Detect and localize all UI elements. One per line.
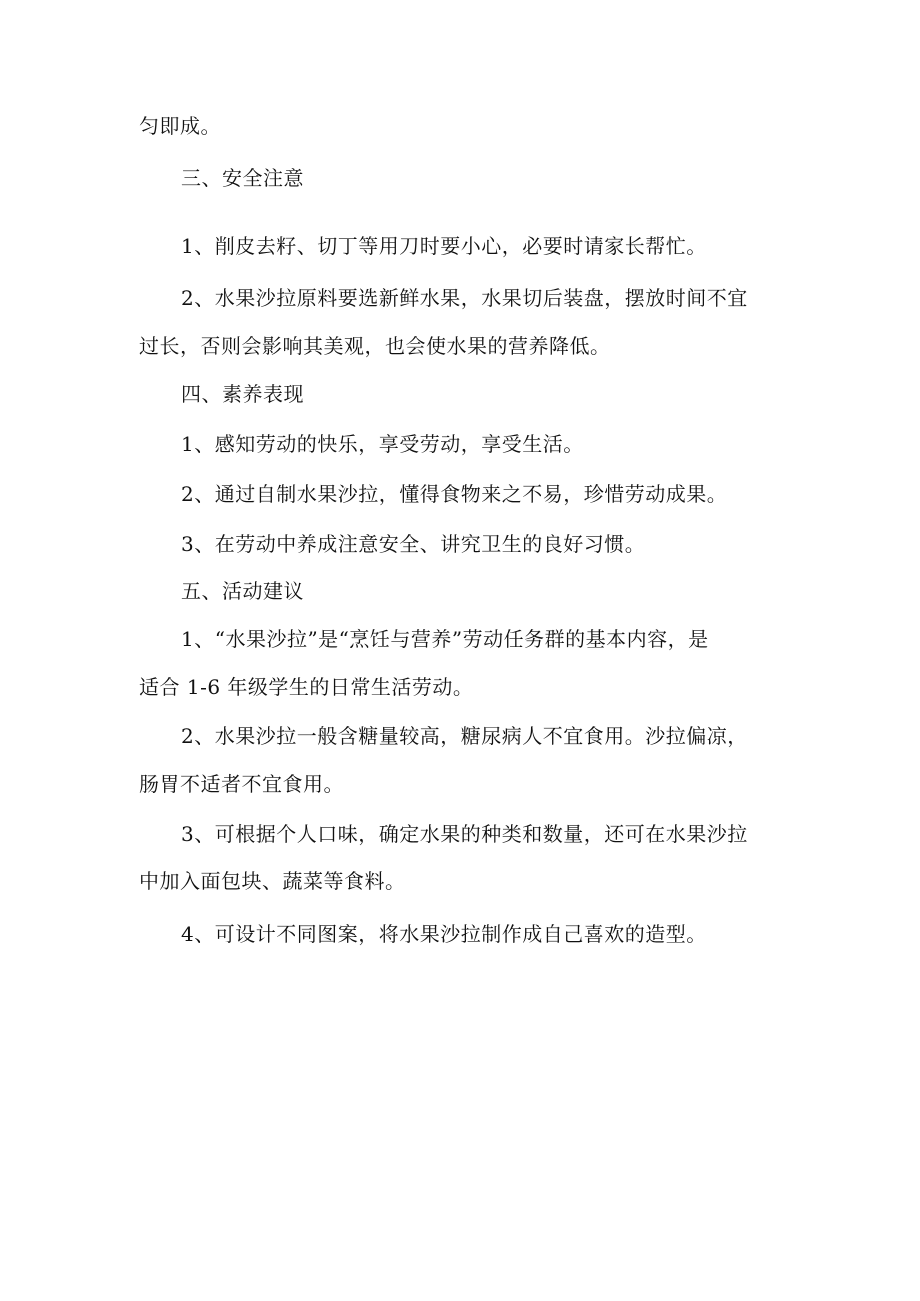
- list-item: 2、水果沙拉原料要选新鲜水果，水果切后装盘，摆放时间不宜: [181, 286, 748, 310]
- section-heading: 四、素养表现: [181, 382, 304, 406]
- list-item-continuation: 过长，否则会影响其美观，也会使水果的营养降低。: [139, 334, 611, 358]
- list-item: 1、感知劳动的快乐，享受劳动，享受生活。: [181, 432, 584, 456]
- list-item: 1、削皮去籽、切丁等用刀时要小心，必要时请家长帮忙。: [181, 234, 707, 258]
- list-item: 3、在劳动中养成注意安全、讲究卫生的良好习惯。: [181, 532, 646, 556]
- list-item: 1、“水果沙拉”是“烹饪与营养”劳动任务群的基本内容，是: [181, 627, 709, 651]
- text-line: 匀即成。: [139, 114, 221, 138]
- section-heading: 三、安全注意: [181, 166, 304, 190]
- list-item-continuation: 适合 1-6 年级学生的日常生活劳动。: [139, 675, 474, 699]
- list-item: 2、水果沙拉一般含糖量较高，糖尿病人不宜食用。沙拉偏凉，: [181, 724, 748, 748]
- list-item-continuation: 肠胃不适者不宜食用。: [139, 772, 344, 796]
- list-item-continuation: 中加入面包块、蔬菜等食料。: [139, 869, 406, 893]
- section-heading: 五、活动建议: [181, 579, 304, 603]
- list-item: 4、可设计不同图案，将水果沙拉制作成自己喜欢的造型。: [181, 922, 707, 946]
- list-item: 2、通过自制水果沙拉，懂得食物来之不易，珍惜劳动成果。: [181, 482, 728, 506]
- list-item: 3、可根据个人口味，确定水果的种类和数量，还可在水果沙拉: [181, 822, 748, 846]
